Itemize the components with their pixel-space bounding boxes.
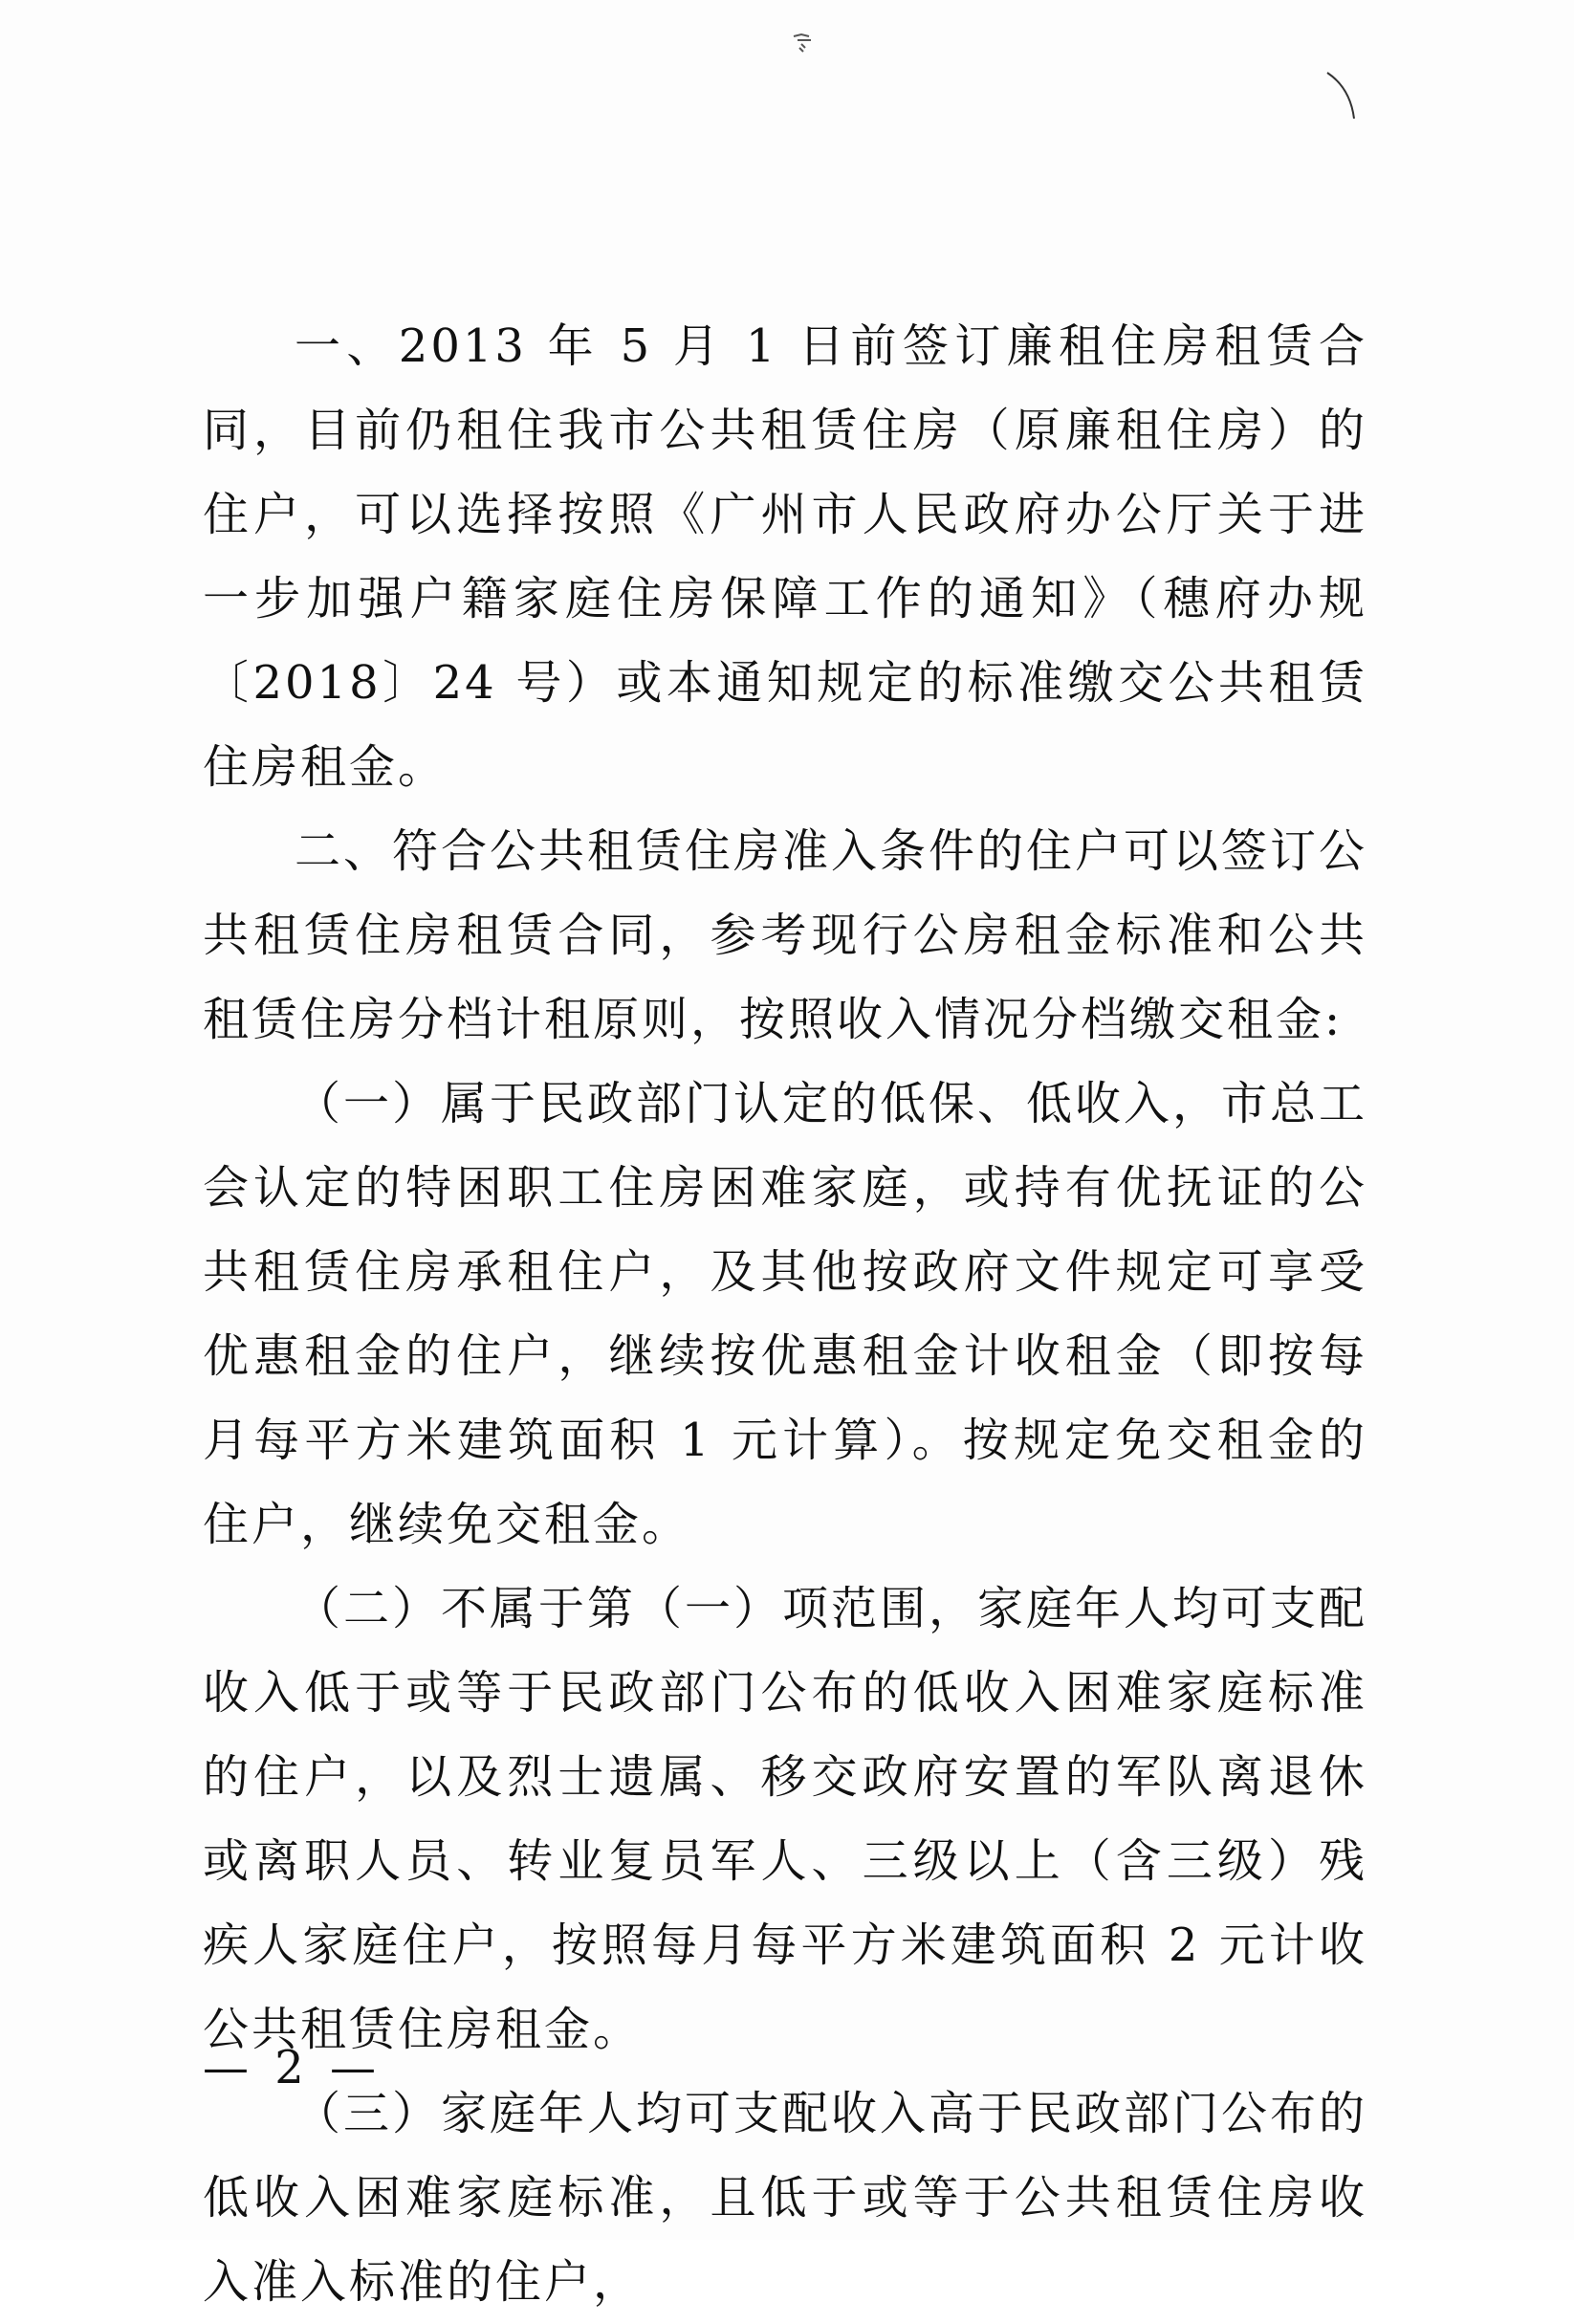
document-body [203, 304, 1367, 2324]
paragraph: （三）家庭年人均可支配收入高于民政部门公布的低收入困难家庭标准，且低于或等于公共租赁住房收入准入标准的住户， [203, 2087, 1368, 2309]
page-number: — 2 — [203, 2041, 383, 2094]
paragraph: 二、符合公共租赁住房准入条件的住户可以签订公共租赁住房租赁合同，参考现行公房租金标准和公共租赁住房分档计租原则，按照收入情况分档缴交租金: [203, 824, 1368, 1046]
paragraph: 一、2013 年 5 月 1 日前签订廉租住房租赁合同，目前仍租住我市公共租赁住房（原廉租住房）的住户，可以选择按照《广州市人民政府办公厅关于进一步加强户籍家庭住房保障工作的通知》（穗府办规〔2018〕24 号）或本通知规定的标准缴交公共租赁住房租金。 [203, 319, 1367, 794]
scan-artifact-stroke [1325, 71, 1364, 128]
paragraph: （二）不属于第（一）项范围，家庭年人均可支配收入低于或等于民政部门公布的低收入困难家庭标准的住户，以及烈士遗属、移交政府安置的军队离退休或离职人员、转业复员军人、三级以上（含三级）残疾人家庭住户，按照每月每平方米建筑面积 2 元计收公共租赁住房租金。 [203, 1582, 1368, 2056]
paragraph: （一）属于民政部门认定的低保、低收入，市总工会认定的特困职工住房困难家庭，或持有优抚证的公共租赁住房承租住户，及其他按政府文件规定可享受优惠租金的住户，继续按优惠租金计收租金（即按每月每平方米建筑面积 1 元计算）。按规定免交租金的住户，继续免交租金。 [203, 1077, 1368, 1551]
scan-artifact-mark [790, 29, 819, 54]
